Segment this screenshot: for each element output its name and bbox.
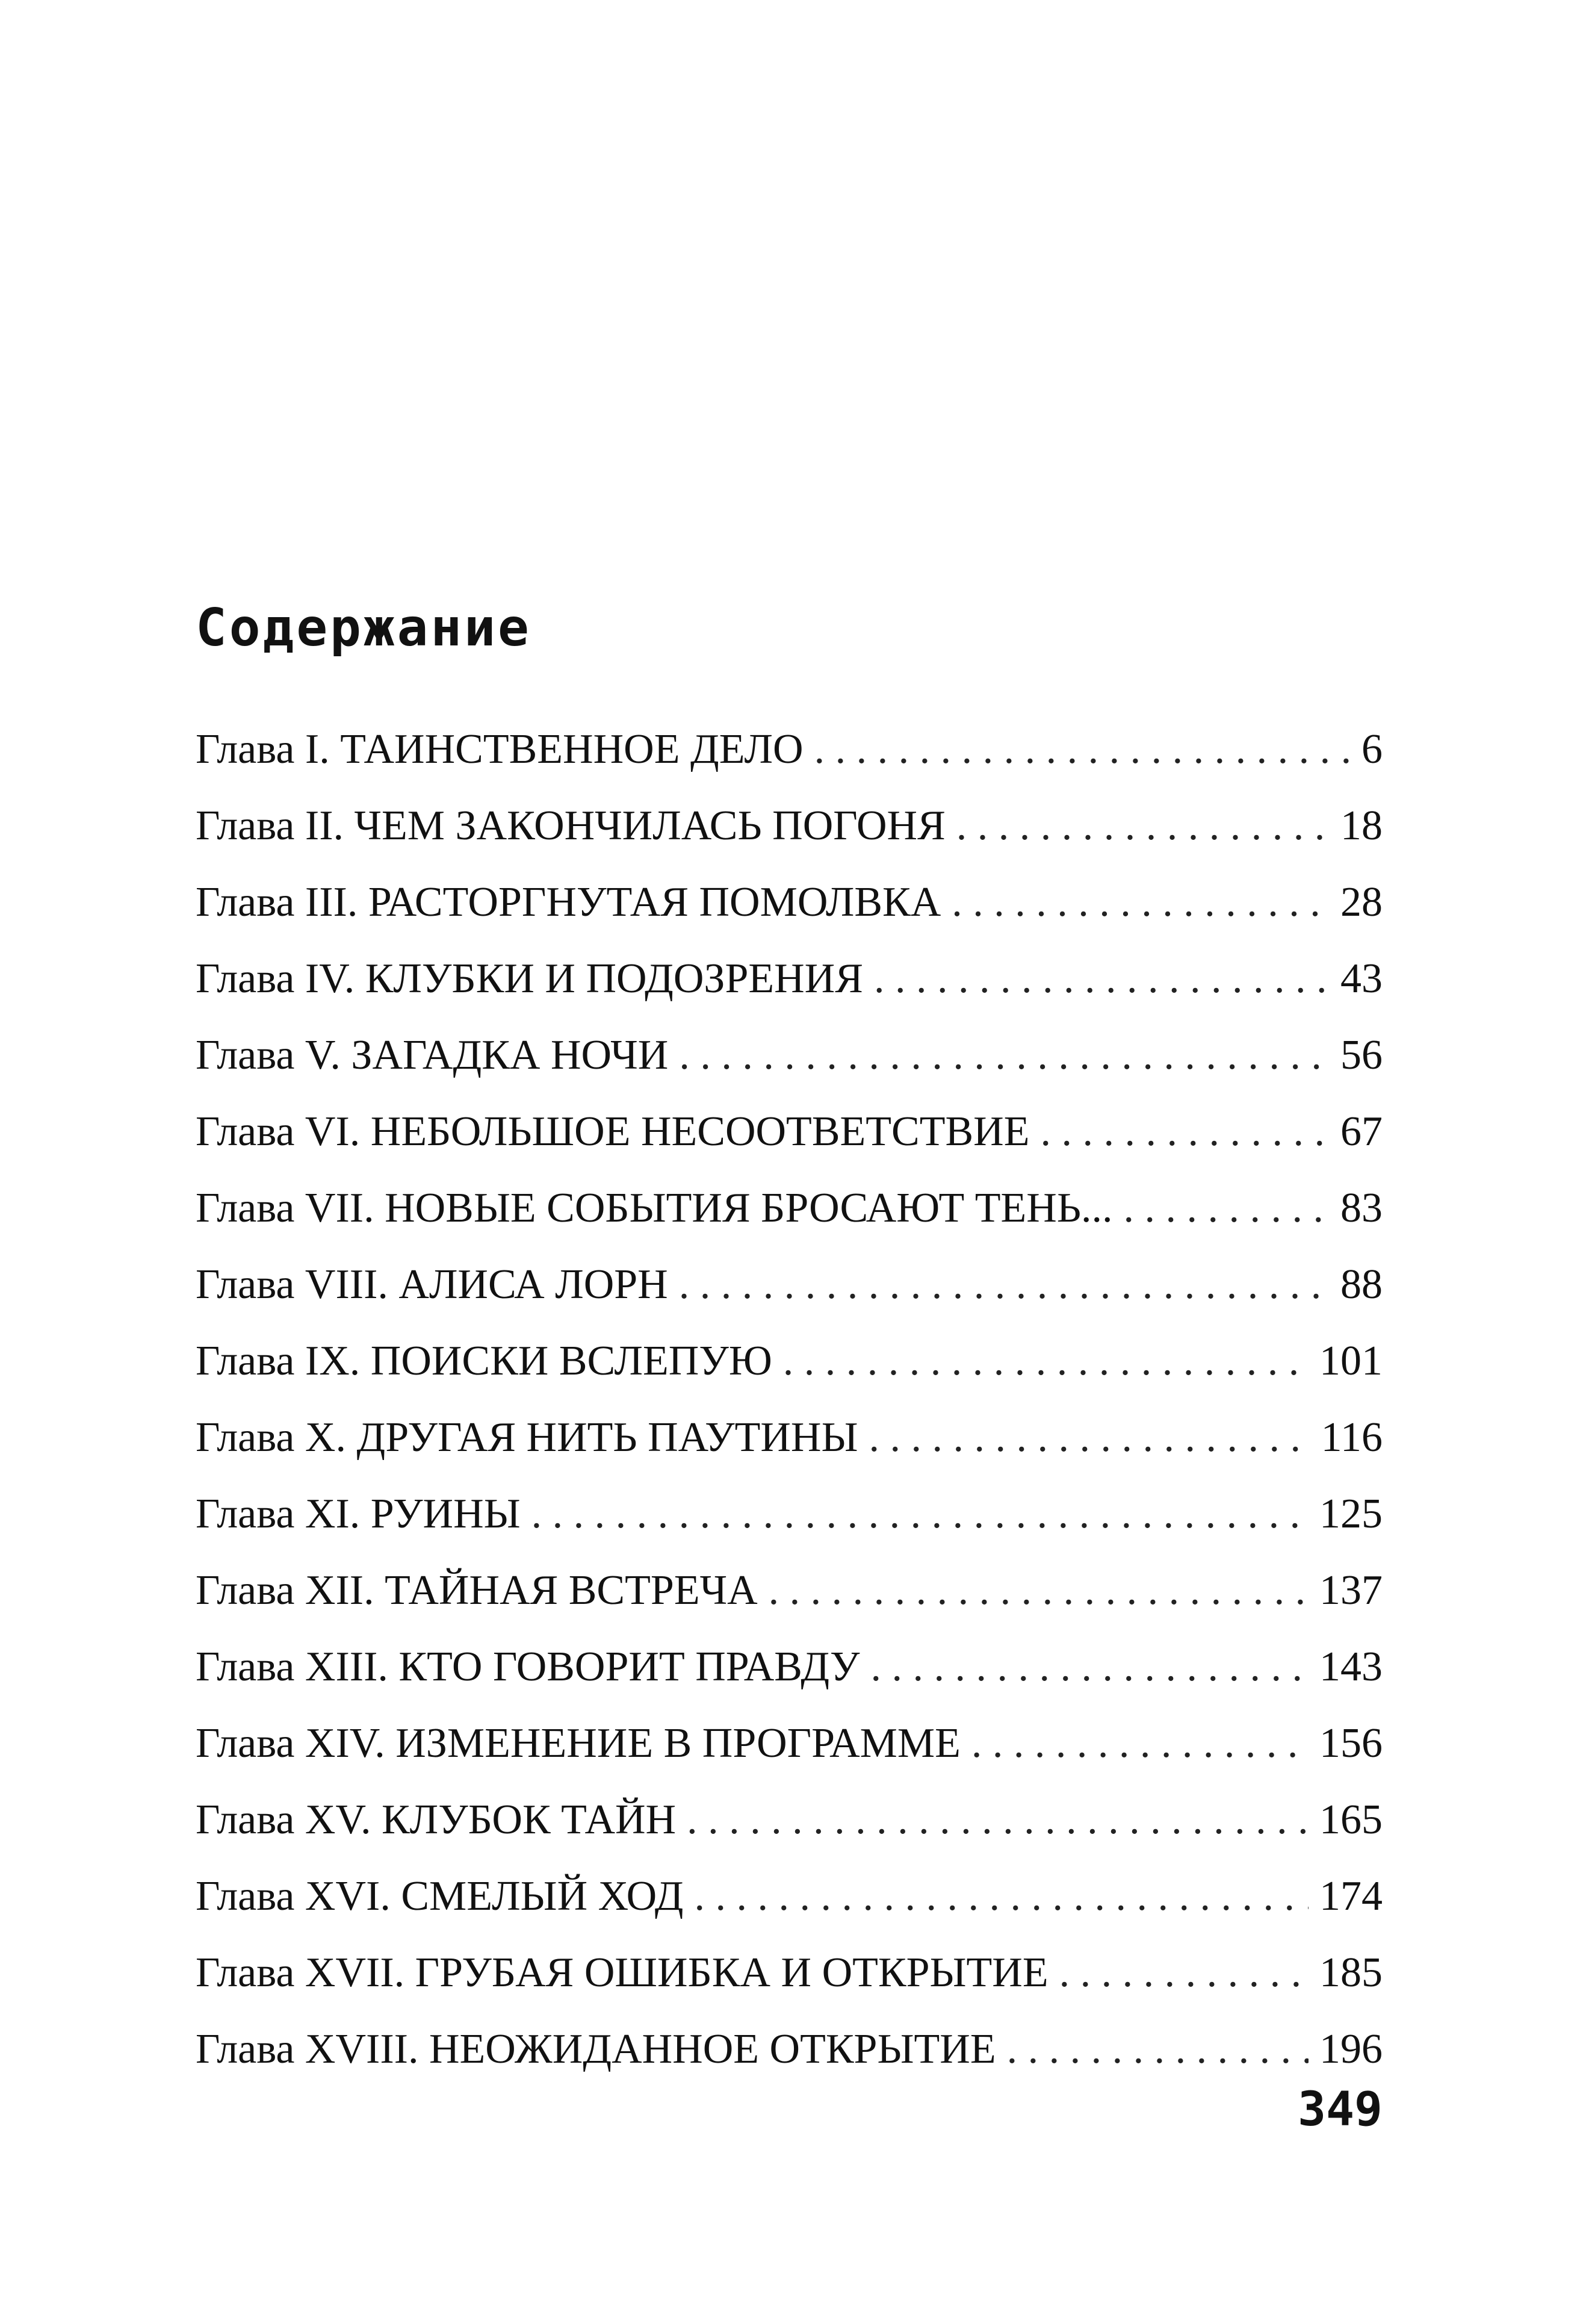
toc-entry-page: 174 — [1319, 1873, 1383, 1919]
toc-entry-page: 116 — [1321, 1414, 1383, 1461]
toc-entry — [196, 1646, 1383, 1723]
toc-leader-dots — [694, 1875, 1309, 1918]
toc-entry-page: 165 — [1319, 1797, 1383, 1843]
toc-entry-label: Глава VI. НЕБОЛЬШОЕ НЕСООТВЕТСТВИЕ — [196, 1108, 1030, 1155]
toc-leader-dots — [869, 1417, 1310, 1459]
toc-entry-label: Глава XV. КЛУБОК ТАЙН — [196, 1797, 677, 1843]
toc-leader-dots — [814, 729, 1351, 771]
toc-entry-label: Глава II. ЧЕМ ЗАКОНЧИЛАСЬ ПОГОНЯ — [196, 803, 946, 849]
toc-leader-dots — [952, 881, 1330, 924]
toc-entry — [196, 1340, 1383, 1417]
toc-entry-label: Глава XI. РУИНЫ — [196, 1491, 521, 1537]
toc-title: Содержание — [196, 598, 531, 658]
toc-entry — [196, 805, 1383, 881]
toc-leader-dots — [871, 1646, 1309, 1688]
toc-leader-dots — [531, 1493, 1309, 1535]
toc-entry — [196, 1108, 1383, 1187]
toc-entry-label: Глава XIII. КТО ГОВОРИТ ПРАВДУ — [196, 1644, 860, 1690]
toc-leader-dots — [1040, 1111, 1330, 1153]
toc-entry-page: 18 — [1340, 803, 1383, 849]
toc-entry — [196, 726, 1383, 805]
toc-leader-dots — [679, 1264, 1330, 1306]
toc-entry — [196, 1567, 1383, 1646]
toc-entry-page: 56 — [1340, 1032, 1383, 1078]
toc-entry-label: Глава V. ЗАГАДКА НОЧИ — [196, 1032, 669, 1078]
toc-entry-page: 6 — [1361, 726, 1383, 772]
toc-entry-page: 88 — [1340, 1261, 1383, 1308]
toc-leader-dots — [956, 805, 1330, 847]
toc-entry — [196, 1952, 1383, 2028]
toc-entry-label: Глава IX. ПОИСКИ ВСЛЕПУЮ — [196, 1338, 772, 1384]
toc-entry — [196, 881, 1383, 958]
toc-leader-dots — [687, 1799, 1309, 1841]
toc-entry-label: Глава III. РАСТОРГНУТАЯ ПОМОЛВКА — [196, 879, 941, 925]
toc-leader-dots — [874, 958, 1330, 1000]
toc-leader-dots — [1124, 1187, 1330, 1229]
toc-entry-label: Глава IV. КЛУБКИ И ПОДОЗРЕНИЯ — [196, 955, 863, 1002]
toc-entry — [196, 1261, 1383, 1340]
toc-entry-page: 43 — [1340, 955, 1383, 1002]
toc-leader-dots — [769, 1570, 1309, 1612]
toc-entry-page: 143 — [1319, 1644, 1383, 1690]
toc-entry-page: 125 — [1319, 1491, 1383, 1537]
toc-leader-dots — [971, 1723, 1309, 1765]
toc-entry-label: Глава VIII. АЛИСА ЛОРН — [196, 1261, 668, 1308]
toc-entry — [196, 1493, 1383, 1570]
toc-entry — [196, 2028, 1383, 2105]
toc-entry — [196, 1720, 1383, 1799]
toc-entry-label: Глава XVIII. НЕОЖИДАННОЕ ОТКРЫТИЕ — [196, 2026, 996, 2072]
toc-entry — [196, 1799, 1383, 1875]
toc-entry — [196, 1414, 1383, 1493]
toc-entry — [196, 1875, 1383, 1952]
toc-entry — [196, 955, 1383, 1034]
toc-entry-label: Глава XVII. ГРУБАЯ ОШИБКА И ОТКРЫТИЕ — [196, 1950, 1048, 1996]
toc-entry-label: Глава VII. НОВЫЕ СОБЫТИЯ БРОСАЮТ ТЕНЬ... — [196, 1185, 1113, 1231]
toc-entry-label: Глава XIV. ИЗМЕНЕНИЕ В ПРОГРАММЕ — [196, 1720, 961, 1766]
toc-leader-dots — [1007, 2028, 1309, 2071]
toc-entry-page: 28 — [1340, 879, 1383, 925]
toc-entry-page: 101 — [1319, 1338, 1383, 1384]
page-number: 349 — [1298, 2083, 1383, 2137]
toc-entry-page: 185 — [1319, 1950, 1383, 1996]
toc-entry-page: 196 — [1319, 2026, 1383, 2072]
toc-entry-label: Глава XII. ТАЙНАЯ ВСТРЕЧА — [196, 1567, 758, 1614]
toc-entry — [196, 1187, 1383, 1264]
toc-list — [196, 726, 1383, 2105]
toc-entry-label: Глава XVI. СМЕЛЫЙ ХОД — [196, 1873, 684, 1919]
toc-leader-dots — [1059, 1952, 1309, 1994]
toc-entry-page: 137 — [1319, 1567, 1383, 1614]
toc-entry-page: 83 — [1340, 1185, 1383, 1231]
toc-entry-page: 67 — [1340, 1108, 1383, 1155]
toc-entry-label: Глава X. ДРУГАЯ НИТЬ ПАУТИНЫ — [196, 1414, 858, 1461]
toc-leader-dots — [783, 1340, 1309, 1382]
toc-entry-page: 156 — [1319, 1720, 1383, 1766]
toc-leader-dots — [679, 1034, 1330, 1077]
toc-entry-label: Глава I. ТАИНСТВЕННОЕ ДЕЛО — [196, 726, 804, 772]
toc-entry — [196, 1034, 1383, 1111]
